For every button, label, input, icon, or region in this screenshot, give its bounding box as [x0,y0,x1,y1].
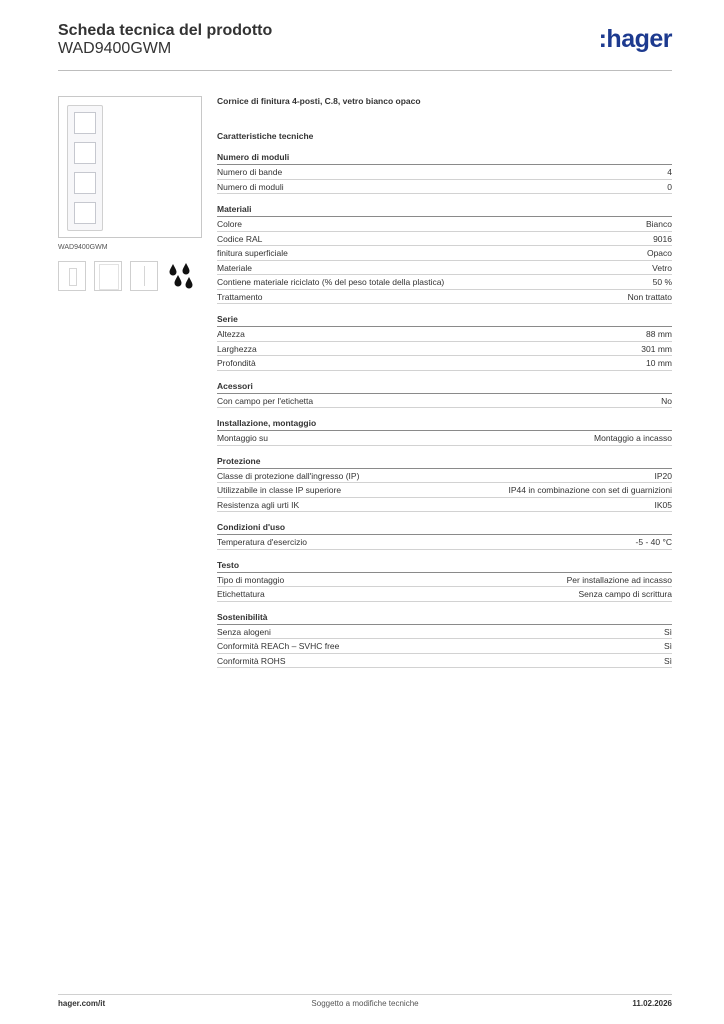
spec-groups [217,152,672,668]
footer-website[interactable]: hager.com/it [58,999,106,1008]
spec-group-title: Numero di moduli [217,152,672,165]
spec-value: Sì [663,626,672,637]
spec-row [217,217,672,232]
spec-value: Senza campo di scrittura [578,589,672,599]
spec-row [217,327,672,342]
spec-row [217,275,672,290]
spec-row [217,180,672,195]
spec-group-title: Materiali [217,204,672,217]
spec-value: Vetro [652,262,672,273]
spec-row [217,498,672,513]
spec-label: Larghezza [217,343,257,354]
spec-value: IP20 [654,470,672,481]
spec-row [217,654,672,669]
thumbnail-strip [58,261,204,291]
spec-label: Codice RAL [217,233,263,244]
frame-illustration [67,105,103,231]
section-title: Caratteristiche tecniche [217,131,314,141]
spec-row [217,431,672,446]
spec-value: 0 [667,181,672,192]
product-media [58,96,204,291]
image-caption: WAD9400GWM [58,244,108,251]
water-drops-icon [166,261,194,291]
spec-row [217,246,672,261]
spec-label: Contiene materiale riciclato (% del peso totale della plastica) [217,277,445,287]
spec-label: finitura superficiale [217,248,288,258]
spec-value: Montaggio a incasso [594,433,672,443]
spec-value: 301 mm [641,343,672,354]
spec-label: Con campo per l'etichetta [217,395,314,406]
spec-group-title: Testo [217,560,672,573]
spec-label: Materiale [217,262,252,273]
spec-label: Profondità [217,358,256,368]
spec-value: -5 - 40 °C [635,537,672,547]
spec-label: Resistenza agli urti IK [217,499,300,510]
spec-label: Tipo di montaggio [217,574,285,585]
spec-value: IP44 in combinazione con set di guarnizioni [508,485,672,495]
spec-label: Trattamento [217,291,263,302]
spec-group-title: Serie [217,314,672,327]
spec-value: Bianco [646,219,672,229]
product-code: WAD9400GWM [58,40,172,57]
spec-value: No [661,395,672,406]
spec-row [217,639,672,654]
spec-group-title: Condizioni d'uso [217,522,672,535]
spec-value: 10 mm [646,358,672,368]
spec-row [217,535,672,550]
spec-value: 4 [667,167,672,177]
spec-group-title: Acessori [217,381,672,394]
spec-row [217,394,672,409]
spec-label: Senza alogeni [217,626,271,637]
spec-value: 50 % [652,277,672,287]
spec-value: Opaco [646,248,672,258]
frame-opening [74,142,96,164]
single-frame-icon[interactable] [94,261,122,291]
page-header [58,20,672,71]
frame-opening [74,112,96,134]
spec-label: Colore [217,219,243,229]
product-description: Cornice di finitura 4-posti, C.8, vetro bianco opaco [217,96,421,106]
spec-row [217,587,672,602]
frame-opening [74,202,96,224]
spec-row [217,290,672,305]
spec-value: Sì [663,655,672,666]
specifications [217,96,672,668]
spec-row [217,573,672,588]
spec-value: 9016 [653,233,672,244]
page-footer [58,994,672,1011]
spec-value: Per installazione ad incasso [566,574,672,585]
water-drops-icon[interactable] [166,261,194,291]
vertical-line-icon[interactable] [130,261,158,291]
spec-label: Etichettatura [217,589,265,599]
spec-label: Conformità REACh – SVHC free [217,641,340,651]
product-image [58,96,202,238]
spec-value: 88 mm [646,329,672,339]
spec-value: Sì [663,641,672,651]
spec-group-title: Sostenibilità [217,612,672,625]
spec-row [217,261,672,276]
spec-row [217,232,672,247]
frame-grid-icon[interactable] [58,261,86,291]
spec-row [217,356,672,371]
spec-label: Utilizzabile in classe IP superiore [217,485,342,495]
spec-group-title: Protezione [217,456,672,469]
spec-label: Temperatura d'esercizio [217,537,307,547]
spec-row [217,625,672,640]
spec-row [217,483,672,498]
spec-label: Conformità ROHS [217,655,286,666]
spec-label: Numero di moduli [217,181,284,192]
spec-label: Classe di protezione dall'ingresso (IP) [217,470,360,481]
frame-opening [74,172,96,194]
spec-row [217,469,672,484]
footer-date: 11.02.2026 [632,999,672,1008]
footer-note: Soggetto a modifiche tecniche [311,999,419,1008]
spec-label: Altezza [217,329,245,339]
spec-row [217,342,672,357]
hager-logo: :hager [598,25,672,53]
spec-row [217,165,672,180]
spec-label: Numero di bande [217,167,283,177]
spec-value: Non trattato [627,291,672,302]
spec-group-title: Installazione, montaggio [217,418,672,431]
spec-label: Montaggio su [217,433,269,443]
document-title: Scheda tecnica del prodotto [58,22,273,39]
spec-value: IK05 [654,499,672,510]
